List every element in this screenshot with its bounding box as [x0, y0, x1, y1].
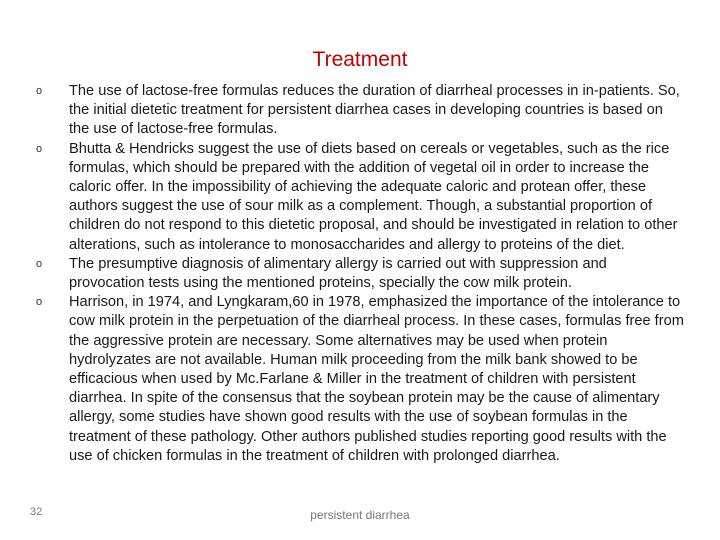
bullet-item — [36, 255, 686, 293]
bullet-text: Bhutta & Hendricks suggest the use of diets based on cereals or vegetables, such as the rice formulas, which should be prepared with the addition of vegetal oil in order to increase the caloric offer. In the impossibility of achieving the adequate caloric and protean offer, these authors suggest the use of sour milk as a complement. Though, a substantial proportion of children do not respond to this dietetic proposal, and should be investigated in relation to other alterations, such as intolerance to monosaccharides and allergy to proteins of the diet. — [69, 140, 678, 253]
bullet-text: The use of lactose-free formulas reduces the duration of diarrheal processes in in-patients. So, the initial dietetic treatment for persistent diarrhea cases in developing countries is based on the use of lactose-free formulas. — [69, 83, 680, 138]
bullet-marker-icon: o — [36, 296, 43, 309]
bullet-marker-icon: o — [36, 85, 43, 97]
bullet-marker-icon: o — [36, 142, 43, 155]
bullet-text: Harrison, in 1974, and Lyngkaram,60 in 1978, emphasized the importance of the intolerance to cow milk protein in the perpetuation of the diarrheal process. In these cases, formulas free from the aggressive protein are necessary. Some alternatives may be used when protein hydrolyzates are not available. Human milk proceeding from the milk bank showed to be efficacious when used by Mc.Farlane & Miller in the treatment of children with persistent diarrhea. In spite of the consensus that the soybean protein may be the cause of alimentary allergy, some studies have shown good results with the use of soybean formulas in the treatment of these pathology. Other authors published studies reporting good results with the use of chicken formulas in the treatment of children with prolonged diarrhea. — [69, 294, 684, 464]
bullet-marker-icon: o — [36, 257, 43, 270]
bullet-item — [36, 82, 686, 140]
page-number: 32 — [30, 506, 43, 518]
bullet-list — [36, 82, 686, 466]
slide-title: Treatment — [312, 48, 408, 71]
bullet-item — [36, 140, 686, 255]
footer-text: persistent diarrhea — [310, 508, 410, 522]
bullet-text: The presumptive diagnosis of alimentary allergy is carried out with suppression and provocation tests using the mentioned proteins, specially the cow milk protein. — [69, 255, 607, 292]
bullet-item — [36, 293, 686, 466]
